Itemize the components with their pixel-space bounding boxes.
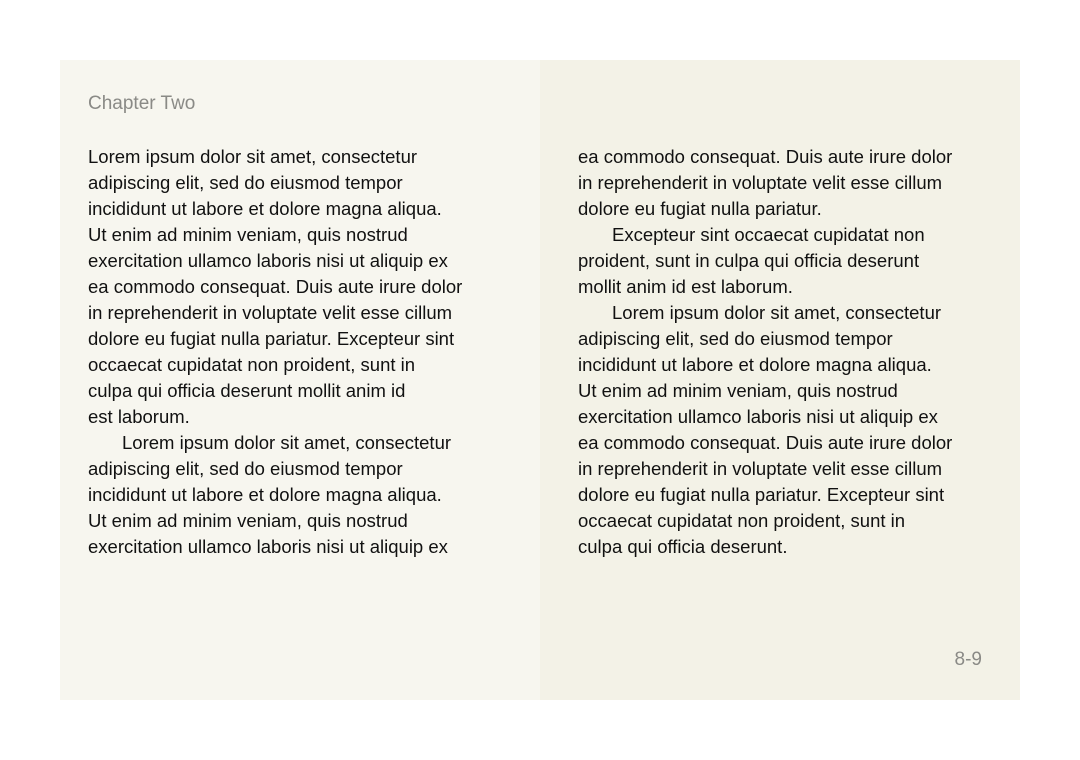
paragraph: Lorem ipsum dolor sit amet, consectetur adipiscing elit, sed do eiusmod tempor incididunt ut labore et dolore magna aliqua. Ut enim ad minim veniam, quis nostrud exercitation ullamco laboris nisi ut aliquip ex ea commodo consequat. Duis aute irure dolor in reprehenderit in voluptate velit esse cillum dolore eu fugiat nulla pariatur. Excepteur sint occaecat cupidatat non proident, sunt in culpa qui officia deserunt mollit anim id est laborum. [88, 146, 463, 427]
paragraph: Lorem ipsum dolor sit amet, consectetur adipiscing elit, sed do eiusmod tempor incididunt ut labore et dolore magna aliqua. Ut enim ad minim veniam, quis nostrud exercitation ullamco laboris nisi ut aliquip ex [88, 432, 452, 557]
chapter-title: Chapter Two [88, 93, 196, 114]
left-page [60, 60, 540, 700]
right-page [540, 60, 1020, 700]
paragraph: Lorem ipsum dolor sit amet, consectetur adipiscing elit, sed do eiusmod tempor incididunt ut labore et dolore magna aliqua. Ut enim ad minim veniam, quis nostrud exercitation ullamco laboris nisi ut aliquip ex ea commodo consequat. Duis aute irure dolor in reprehenderit in voluptate velit esse cillum dolore eu fugiat nulla pariatur. Excepteur sint occaecat cupidatat non proident, sunt in culpa qui officia deserunt. [578, 302, 953, 557]
right-page-text [578, 144, 998, 560]
page-number: 8-9 [954, 649, 982, 670]
paragraph: ea commodo consequat. Duis aute irure dolor in reprehenderit in voluptate velit esse cillum dolore eu fugiat nulla pariatur. [578, 146, 953, 219]
left-page-text [88, 144, 508, 560]
paragraph: Excepteur sint occaecat cupidatat non proident, sunt in culpa qui officia deserunt mollit anim id est laborum. [578, 224, 925, 297]
book-spread [60, 60, 1020, 700]
